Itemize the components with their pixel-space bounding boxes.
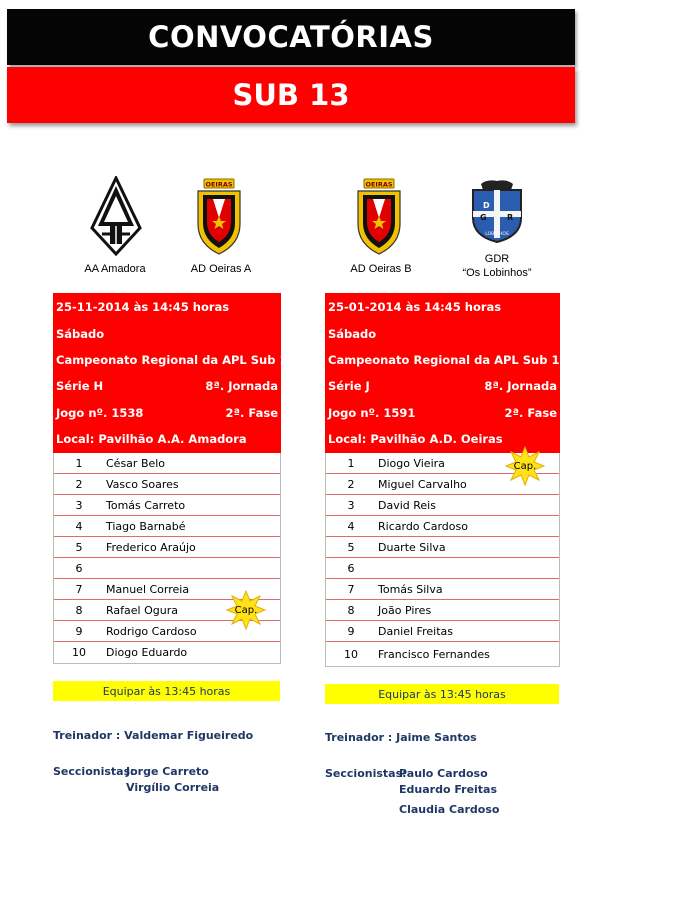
game-fase: 2ª. Fase (504, 405, 557, 420)
player-number: 9 (75, 624, 83, 638)
player-row (326, 537, 559, 558)
player-name: César Belo (106, 456, 166, 470)
ad-oeiras-b-label: AD Oeiras B (350, 263, 412, 275)
player-number: 2 (75, 477, 83, 491)
game-local: Local: Pavilhão A.D. Oeiras (328, 431, 503, 446)
player-name: Francisco Fernandes (378, 647, 490, 661)
svg-text:OEIRAS: OEIRAS (365, 180, 393, 189)
aa-amadora-label: AA Amadora (84, 263, 146, 275)
ad-oeiras-crest-icon (356, 178, 402, 256)
game-jogo: Jogo nº. 1538 (56, 405, 144, 420)
game-serie: Série H (56, 379, 104, 394)
game-local: Local: Pavilhão A.A. Amadora (56, 431, 247, 446)
svg-text:OEIRAS: OEIRAS (205, 180, 233, 189)
game-fase: 2ª. Fase (225, 405, 278, 420)
game-date-time-line (328, 293, 557, 321)
coach-1: Treinador : Valdemar Figueiredo (53, 729, 254, 742)
game-card-header (325, 293, 568, 453)
player-row (54, 495, 280, 516)
player-number: 10 (344, 647, 358, 661)
game-competition-line (328, 347, 568, 373)
game-jogo-line (328, 400, 557, 426)
player-name: Daniel Freitas (378, 624, 453, 638)
player-name: Tomás Silva (378, 582, 443, 596)
staff-member: Jorge Carreto (126, 765, 209, 778)
gdr-lobinhos-crest-icon (467, 178, 527, 244)
game-competition: Campeonato Regional da APL Sub 13 (328, 353, 568, 368)
player-number: 7 (347, 582, 355, 596)
game-serie-line (328, 373, 557, 399)
svg-text:R: R (507, 213, 514, 222)
svg-text:LOBINHOS: LOBINHOS (485, 232, 509, 237)
player-name: Miguel Carvalho (378, 477, 467, 491)
player-name: Diogo Eduardo (106, 646, 188, 659)
staff-member: Eduardo Freitas (399, 783, 498, 796)
player-row (326, 642, 559, 666)
game-card-header (53, 293, 296, 453)
player-number: 8 (347, 603, 355, 617)
gdr-label-line1: GDR (484, 253, 510, 265)
player-row (54, 474, 280, 495)
game-day-line (328, 321, 557, 347)
player-number: 5 (75, 540, 83, 554)
captain-badge-label: Cap. (234, 604, 258, 616)
player-row (326, 621, 559, 642)
player-row (326, 600, 559, 621)
player-name: João Pires (378, 603, 432, 617)
player-number: 9 (347, 624, 355, 638)
player-row (326, 579, 559, 600)
player-number: 1 (347, 456, 355, 470)
player-number: 2 (347, 477, 355, 491)
player-list (53, 453, 281, 664)
game-day: Sábado (328, 327, 377, 342)
player-number: 7 (75, 582, 83, 596)
player-number: 10 (72, 646, 86, 659)
game-competition: Campeonato Regional da APL Sub 13 (56, 353, 296, 368)
player-row (326, 558, 559, 579)
captain-badge (226, 590, 266, 630)
captain-badge (505, 446, 545, 486)
ad-oeiras-a-label: AD Oeiras A (190, 263, 252, 275)
page-title: CONVOCATÓRIAS (7, 9, 575, 65)
player-name: Vasco Soares (106, 477, 179, 491)
svg-text:D: D (483, 201, 490, 210)
staff-label-1: Seccionistas: (53, 765, 135, 778)
player-number: 4 (347, 519, 355, 533)
game-day: Sábado (56, 327, 105, 342)
game-date-time: 25-11-2014 às 14:45 horas (56, 300, 230, 314)
player-name: Duarte Silva (378, 540, 446, 554)
player-name: Rafael Ogura (106, 603, 178, 617)
ad-oeiras-crest-icon (196, 178, 242, 256)
player-name: Rodrigo Cardoso (106, 624, 197, 638)
game-date-time-line (56, 293, 278, 321)
player-name: Tiago Barnabé (106, 519, 186, 533)
player-number: 5 (347, 540, 355, 554)
player-number: 8 (75, 603, 83, 617)
player-number: 3 (75, 498, 83, 512)
gdr-label-line2: “Os Lobinhos” (462, 267, 532, 279)
staff-label-2: Seccionistas: (325, 767, 407, 780)
player-name: Diogo Vieira (378, 456, 445, 470)
game-competition-line (56, 347, 296, 373)
aa-amadora-crest-icon (90, 176, 142, 256)
captain-badge-label: Cap. (513, 460, 537, 472)
game-jogo-line (56, 400, 278, 426)
coach-2: Treinador : Jaime Santos (325, 731, 477, 744)
player-row (54, 558, 280, 579)
player-row (54, 453, 280, 474)
player-number: 6 (75, 561, 83, 575)
player-number: 1 (75, 456, 83, 470)
player-name: Ricardo Cardoso (378, 519, 468, 533)
page-subtitle: SUB 13 (7, 67, 575, 123)
player-name: Tomás Carreto (106, 498, 186, 512)
equip-time-banner-2: Equipar às 13:45 horas (325, 684, 559, 704)
svg-text:G: G (480, 213, 487, 222)
player-name: Manuel Correia (106, 582, 190, 596)
staff-member: Virgílio Correia (126, 781, 220, 794)
game-date-time: 25-01-2014 às 14:45 horas (328, 300, 502, 314)
game-day-line (56, 321, 278, 347)
player-number: 3 (347, 498, 355, 512)
player-row (54, 516, 280, 537)
gdr-label (452, 252, 542, 280)
player-row (54, 537, 280, 558)
player-row (326, 516, 559, 537)
equip-time-banner-1: Equipar às 13:45 horas (53, 681, 280, 701)
player-number: 6 (347, 561, 355, 575)
game-jornada: 8ª. Jornada (484, 379, 557, 394)
game-serie-line (56, 373, 278, 399)
game-jornada: 8ª. Jornada (205, 379, 278, 394)
staff-member: Paulo Cardoso (399, 767, 488, 780)
player-number: 4 (75, 519, 83, 533)
staff-member: Claudia Cardoso (399, 803, 500, 816)
game-jogo: Jogo nº. 1591 (328, 405, 416, 420)
player-row (54, 642, 280, 663)
player-name: Frederico Araújo (106, 540, 196, 554)
player-row (326, 495, 559, 516)
game-local-line (56, 426, 278, 452)
game-serie: Série J (328, 379, 370, 394)
player-name: David Reis (378, 498, 436, 512)
